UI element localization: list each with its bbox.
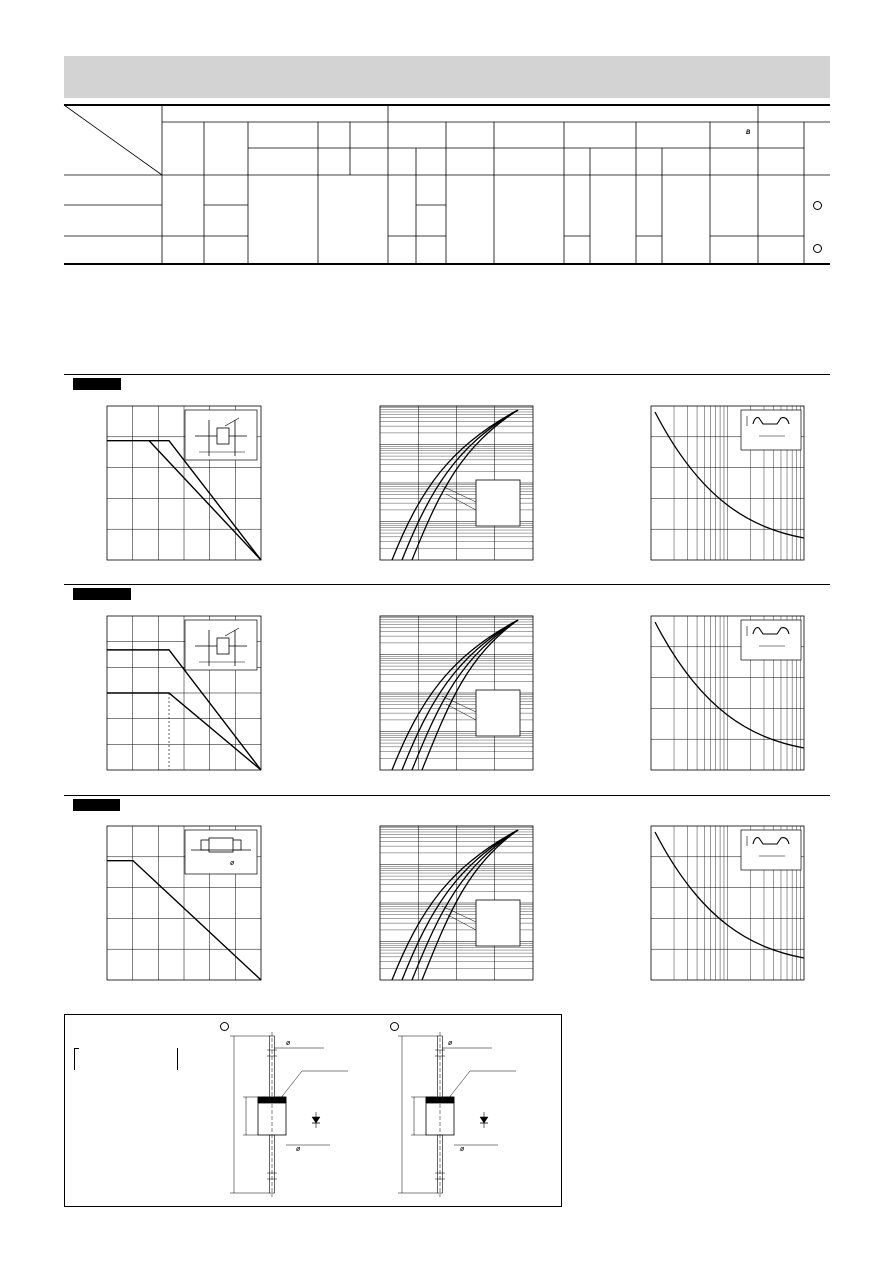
lead-dia-right: ø (448, 1040, 453, 1047)
body-dia-right: ø (460, 1146, 465, 1153)
body-dia-left: ø (296, 1146, 301, 1153)
inset-dia-label: ø (230, 860, 235, 867)
band-leader (280, 1071, 348, 1099)
lead-dia-left: ø (286, 1040, 291, 1047)
package-outline-left (230, 1032, 348, 1197)
ratings-mark: B (746, 130, 751, 136)
band-leader (448, 1071, 516, 1099)
package-outline-right (398, 1032, 516, 1197)
